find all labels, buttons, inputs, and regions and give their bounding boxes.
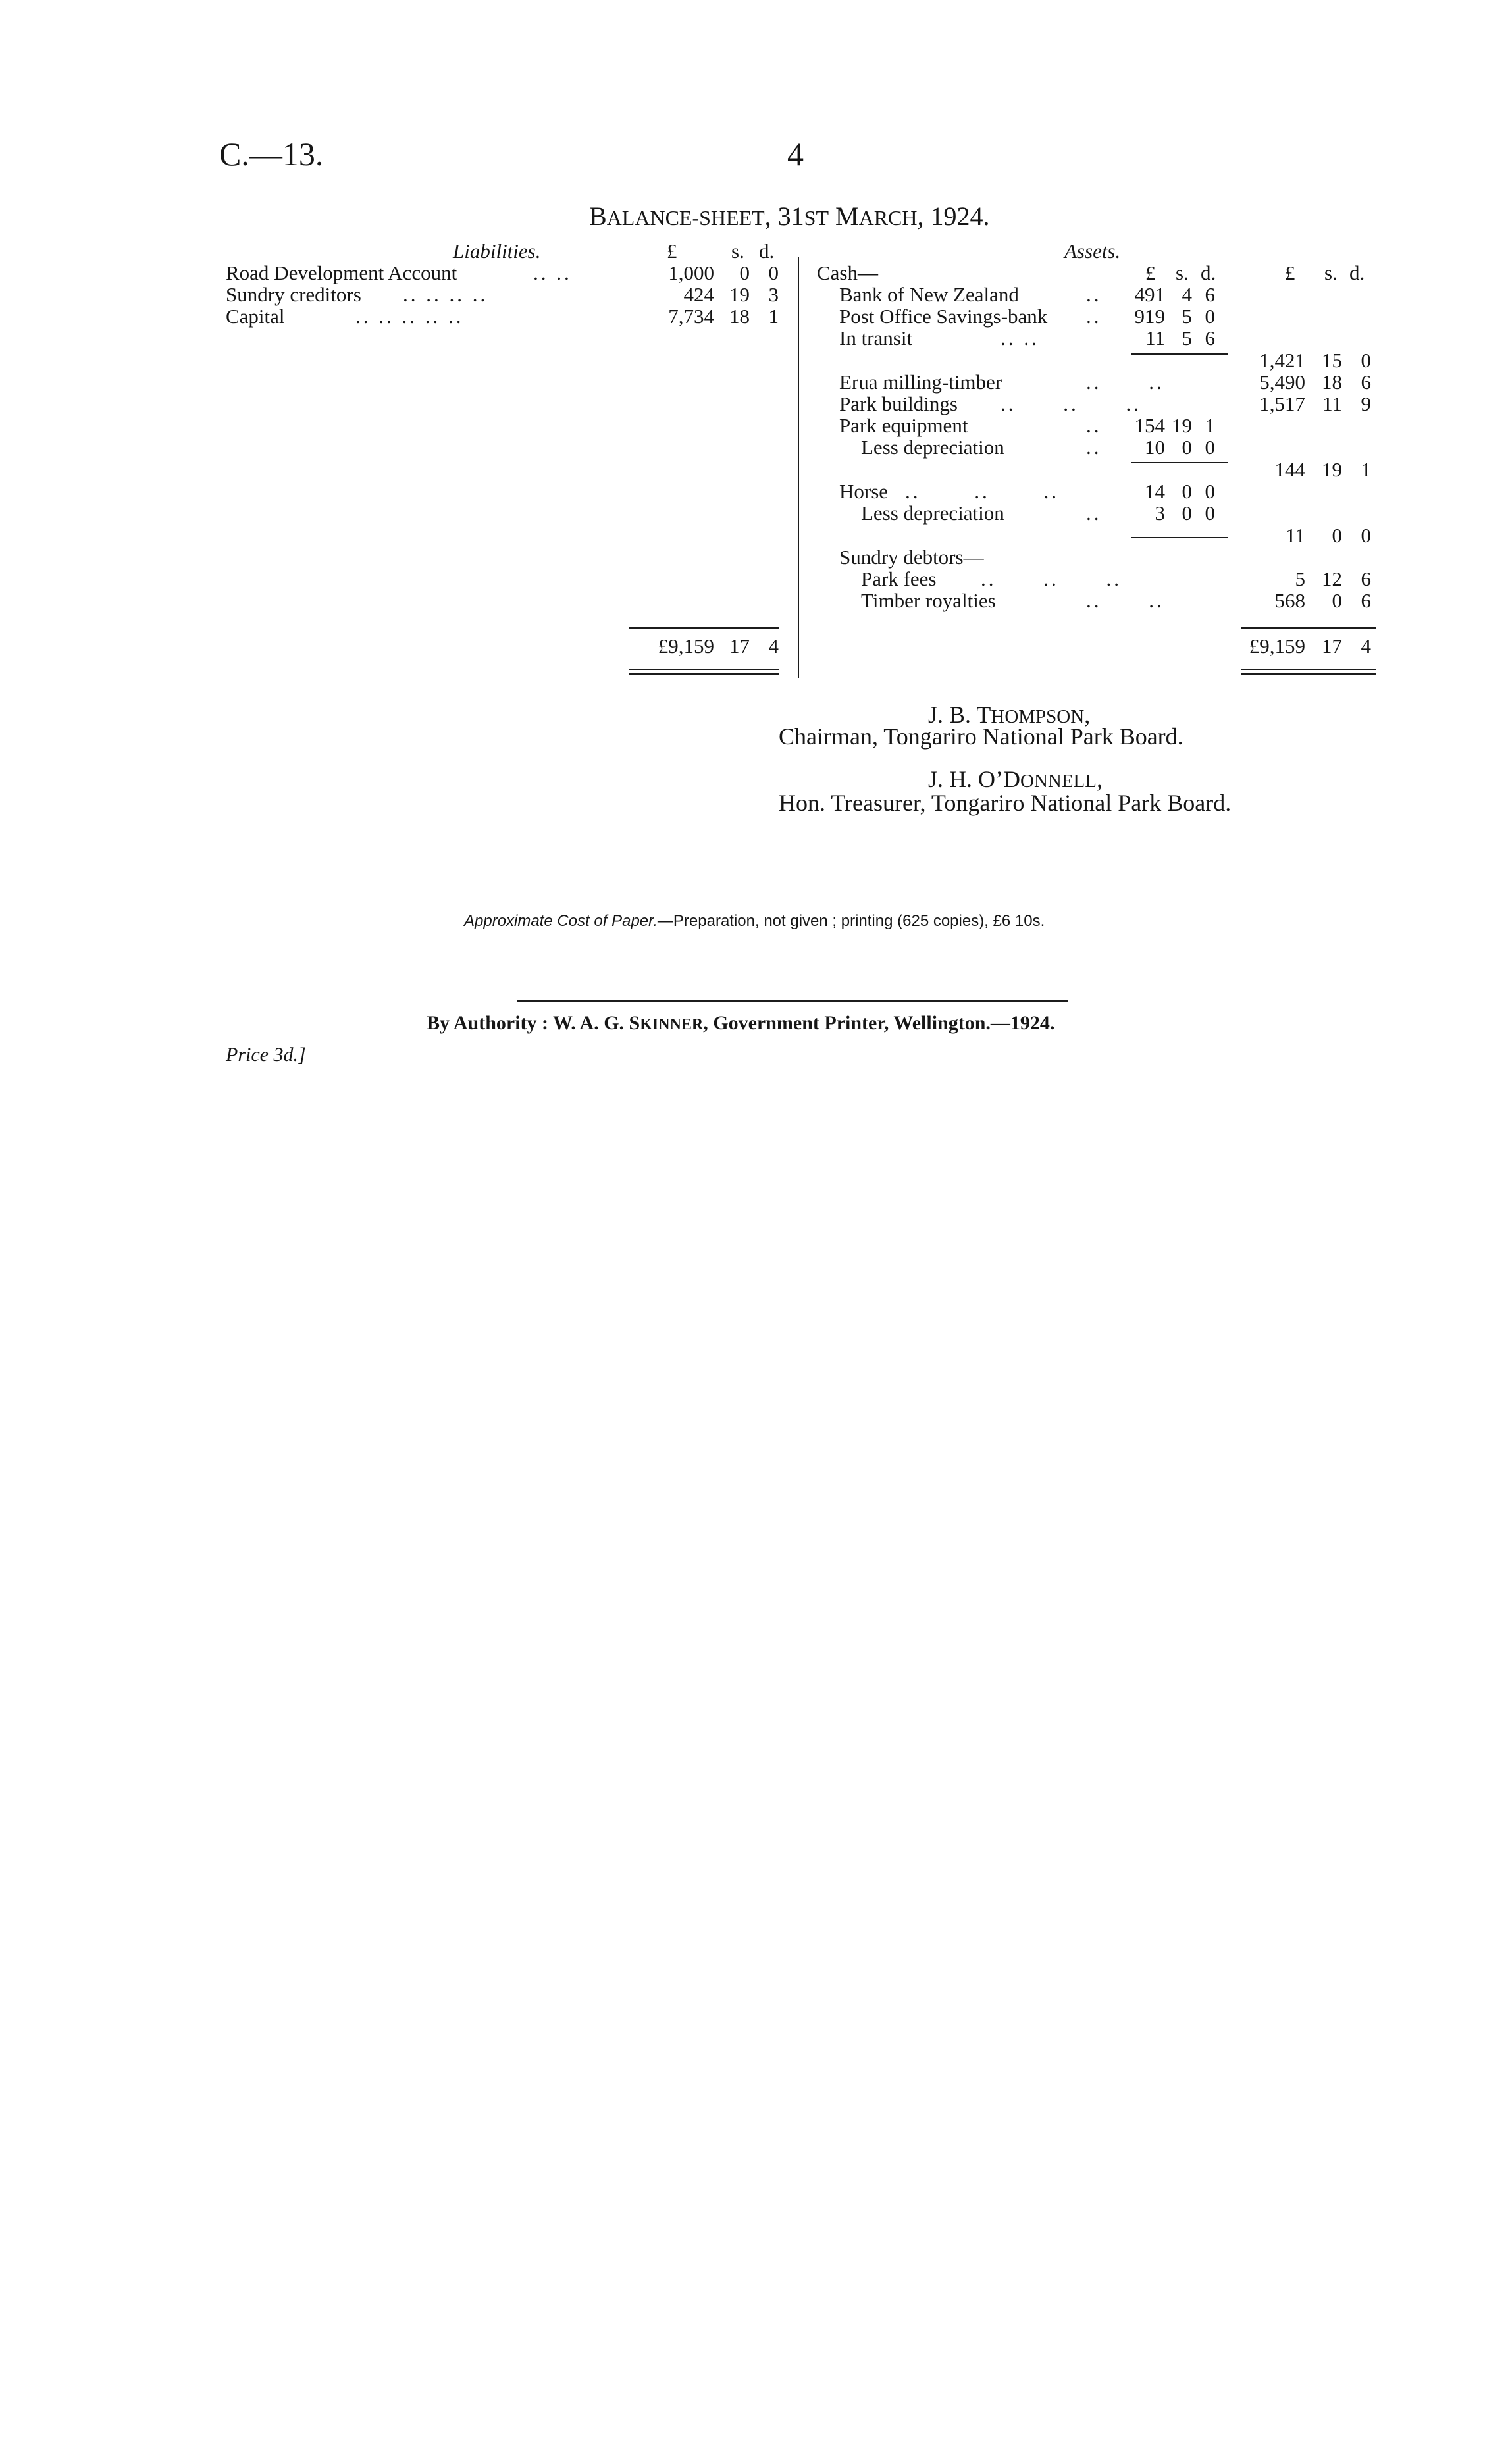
title-date: , 31 bbox=[764, 201, 804, 231]
asset-pounds: 154 bbox=[1134, 414, 1165, 437]
liability-shillings: 18 bbox=[729, 305, 750, 328]
asset-label: Post Office Savings-bank bbox=[839, 305, 1048, 328]
liability-pence: 0 bbox=[768, 261, 779, 284]
asset-leaders: .. .. .. bbox=[905, 480, 1059, 503]
asset-label: Less depreciation bbox=[861, 501, 1004, 525]
asset-pence: 1 bbox=[1205, 414, 1215, 437]
park-equipment-subtotal-rule bbox=[1131, 462, 1228, 463]
printer-authority bbox=[427, 1012, 1054, 1035]
cash-subtotal-rule bbox=[1131, 353, 1228, 355]
asset-leaders: .. bbox=[1086, 414, 1102, 437]
asset-pence: 6 bbox=[1205, 326, 1215, 349]
liabilities-total-rule-bottom-2 bbox=[629, 673, 779, 675]
liabilities-total-shillings: 17 bbox=[729, 634, 750, 657]
park-equipment-net-pounds: 144 bbox=[1274, 458, 1305, 481]
signatory-role: Hon. Treasurer, Tongariro National Park Board. bbox=[779, 790, 1232, 816]
liability-pounds: 1,000 bbox=[668, 261, 714, 284]
asset-leaders: .. .. bbox=[1086, 371, 1164, 394]
asset-leaders: .. bbox=[1086, 501, 1102, 525]
asset-shillings: 4 bbox=[1182, 283, 1192, 306]
asset-pence: 6 bbox=[1361, 567, 1371, 590]
asset-pence: 0 bbox=[1205, 305, 1215, 328]
asset-shillings: 19 bbox=[1172, 414, 1192, 437]
liabilities-total-rule-bottom-1 bbox=[629, 669, 779, 670]
cash-total-pounds: 1,421 bbox=[1259, 349, 1305, 372]
signatory-comma: , bbox=[1096, 766, 1103, 792]
park-equipment-net-pence: 1 bbox=[1361, 458, 1371, 481]
liability-label: Sundry creditors bbox=[226, 283, 361, 306]
liability-label: Capital bbox=[226, 305, 285, 328]
horse-net-shillings: 0 bbox=[1332, 524, 1342, 547]
liabilities-total-pence: 4 bbox=[768, 634, 779, 657]
asset-pounds: 919 bbox=[1134, 305, 1165, 328]
sundry-debtors-label: Sundry debtors— bbox=[839, 546, 984, 569]
title-year: , 1924. bbox=[917, 201, 990, 231]
asset-label: Park buildings bbox=[839, 392, 958, 415]
asset-shillings: 11 bbox=[1322, 392, 1342, 415]
assets-col2-pound: £ bbox=[1285, 261, 1295, 284]
cash-total-shillings: 15 bbox=[1322, 349, 1342, 372]
horse-net-pence: 0 bbox=[1361, 524, 1371, 547]
asset-pounds: 14 bbox=[1145, 480, 1165, 503]
cost-note-text: —Preparation, not given ; printing (625 copies), £6 10s. bbox=[657, 912, 1045, 930]
asset-pounds: 5,490 bbox=[1259, 371, 1305, 394]
asset-pence: 0 bbox=[1205, 480, 1215, 503]
assets-total-shillings: 17 bbox=[1322, 634, 1342, 657]
asset-shillings: 12 bbox=[1322, 567, 1342, 590]
asset-label: Less depreciation bbox=[861, 436, 1004, 459]
liability-shillings: 0 bbox=[739, 261, 750, 284]
liabilities-heading: Liabilities. bbox=[453, 240, 541, 263]
column-divider bbox=[798, 257, 799, 678]
asset-pence: 9 bbox=[1361, 392, 1371, 415]
price: Price 3d.] bbox=[226, 1044, 306, 1065]
signatory-surname: HOMPSON bbox=[991, 706, 1085, 727]
cost-note-label: Approximate Cost of Paper. bbox=[464, 912, 658, 930]
title-ordinal: ST bbox=[804, 206, 829, 230]
signatory-initials: J. H. O’D bbox=[928, 766, 1020, 792]
signatory-comma: , bbox=[1084, 702, 1091, 728]
liabilities-col-shillings: s. bbox=[731, 240, 744, 263]
assets-col2-shillings: s. bbox=[1324, 261, 1338, 284]
asset-pounds: 10 bbox=[1145, 436, 1165, 459]
horse-net-pounds: 11 bbox=[1286, 524, 1305, 547]
asset-pounds: 3 bbox=[1155, 501, 1165, 525]
asset-pounds: 5 bbox=[1295, 567, 1305, 590]
asset-label: Park equipment bbox=[839, 414, 968, 437]
asset-pence: 6 bbox=[1205, 283, 1215, 306]
asset-pounds: 1,517 bbox=[1259, 392, 1305, 415]
authority-printer-name: KINNER bbox=[640, 1016, 704, 1033]
asset-leaders: .. .. bbox=[1086, 589, 1164, 612]
authority-prefix: By Authority : W. A. G. S bbox=[427, 1012, 640, 1034]
assets-col-shillings: s. bbox=[1176, 261, 1189, 284]
authority-suffix: , Government Printer, Wellington.—1924. bbox=[703, 1012, 1055, 1034]
asset-shillings: 0 bbox=[1182, 480, 1192, 503]
asset-leaders: .. .. .. bbox=[1001, 392, 1141, 415]
liability-pounds: 424 bbox=[683, 283, 714, 306]
title-month-initial: M bbox=[829, 201, 859, 231]
liability-pounds: 7,734 bbox=[668, 305, 714, 328]
title-initial: B bbox=[589, 201, 607, 231]
assets-col2-pence: d. bbox=[1349, 261, 1365, 284]
assets-col-pence: d. bbox=[1201, 261, 1216, 284]
asset-pence: 0 bbox=[1205, 436, 1215, 459]
asset-pounds: 11 bbox=[1145, 326, 1165, 349]
cash-label: Cash— bbox=[817, 261, 878, 284]
asset-label: Timber royalties bbox=[861, 589, 996, 612]
asset-pence: 6 bbox=[1361, 371, 1371, 394]
asset-shillings: 18 bbox=[1322, 371, 1342, 394]
assets-total-pounds: £9,159 bbox=[1249, 634, 1305, 657]
asset-shillings: 0 bbox=[1182, 436, 1192, 459]
liability-pence: 1 bbox=[768, 305, 779, 328]
asset-label: Horse bbox=[839, 480, 889, 503]
assets-total-rule-bottom-2 bbox=[1241, 673, 1376, 675]
authority-rule bbox=[517, 1000, 1068, 1002]
asset-shillings: 5 bbox=[1182, 326, 1192, 349]
title-month: ARCH bbox=[858, 206, 918, 230]
signatory-initials: J. B. T bbox=[928, 702, 991, 728]
signatory-role: Chairman, Tongariro National Park Board. bbox=[779, 723, 1183, 750]
asset-shillings: 5 bbox=[1182, 305, 1192, 328]
liabilities-total-pounds: £9,159 bbox=[658, 634, 714, 657]
cost-note bbox=[464, 912, 1045, 931]
asset-leaders: .. bbox=[1086, 283, 1102, 306]
liability-pence: 3 bbox=[768, 283, 779, 306]
asset-pounds: 568 bbox=[1274, 589, 1305, 612]
assets-col-pound: £ bbox=[1145, 261, 1156, 284]
document-reference: C.—13. bbox=[219, 136, 324, 172]
page-title bbox=[589, 201, 989, 232]
assets-total-rule-top bbox=[1241, 627, 1376, 629]
asset-shillings: 0 bbox=[1332, 589, 1342, 612]
liabilities-col-pence: d. bbox=[759, 240, 775, 263]
asset-label: Park fees bbox=[861, 567, 937, 590]
horse-subtotal-rule bbox=[1131, 537, 1228, 538]
assets-heading: Assets. bbox=[1064, 240, 1121, 263]
park-equipment-net-shillings: 19 bbox=[1322, 458, 1342, 481]
asset-shillings: 0 bbox=[1182, 501, 1192, 525]
liability-leaders: .. .. bbox=[533, 261, 572, 284]
asset-leaders: .. .. bbox=[1001, 326, 1039, 349]
signatory-surname: ONNELL bbox=[1020, 771, 1097, 792]
cash-total-pence: 0 bbox=[1361, 349, 1371, 372]
asset-label: Erua milling-timber bbox=[839, 371, 1002, 394]
liability-shillings: 19 bbox=[729, 283, 750, 306]
liabilities-total-rule-top bbox=[629, 627, 779, 629]
asset-label: Bank of New Zealand bbox=[839, 283, 1019, 306]
liability-leaders: .. .. .. .. bbox=[403, 283, 488, 306]
assets-total-rule-bottom-1 bbox=[1241, 669, 1376, 670]
asset-pence: 0 bbox=[1205, 501, 1215, 525]
asset-leaders: .. .. .. bbox=[981, 567, 1122, 590]
asset-label: In transit bbox=[839, 326, 913, 349]
asset-leaders: .. bbox=[1086, 305, 1102, 328]
page-number: 4 bbox=[787, 136, 804, 172]
asset-leaders: .. bbox=[1086, 436, 1102, 459]
asset-pence: 6 bbox=[1361, 589, 1371, 612]
asset-pounds: 491 bbox=[1134, 283, 1165, 306]
liability-label: Road Development Account bbox=[226, 261, 457, 284]
liabilities-col-pound: £ bbox=[667, 240, 677, 263]
assets-total-pence: 4 bbox=[1361, 634, 1371, 657]
liability-leaders: .. .. .. .. .. bbox=[355, 305, 464, 328]
title-small-caps: ALANCE-SHEET bbox=[606, 206, 765, 230]
